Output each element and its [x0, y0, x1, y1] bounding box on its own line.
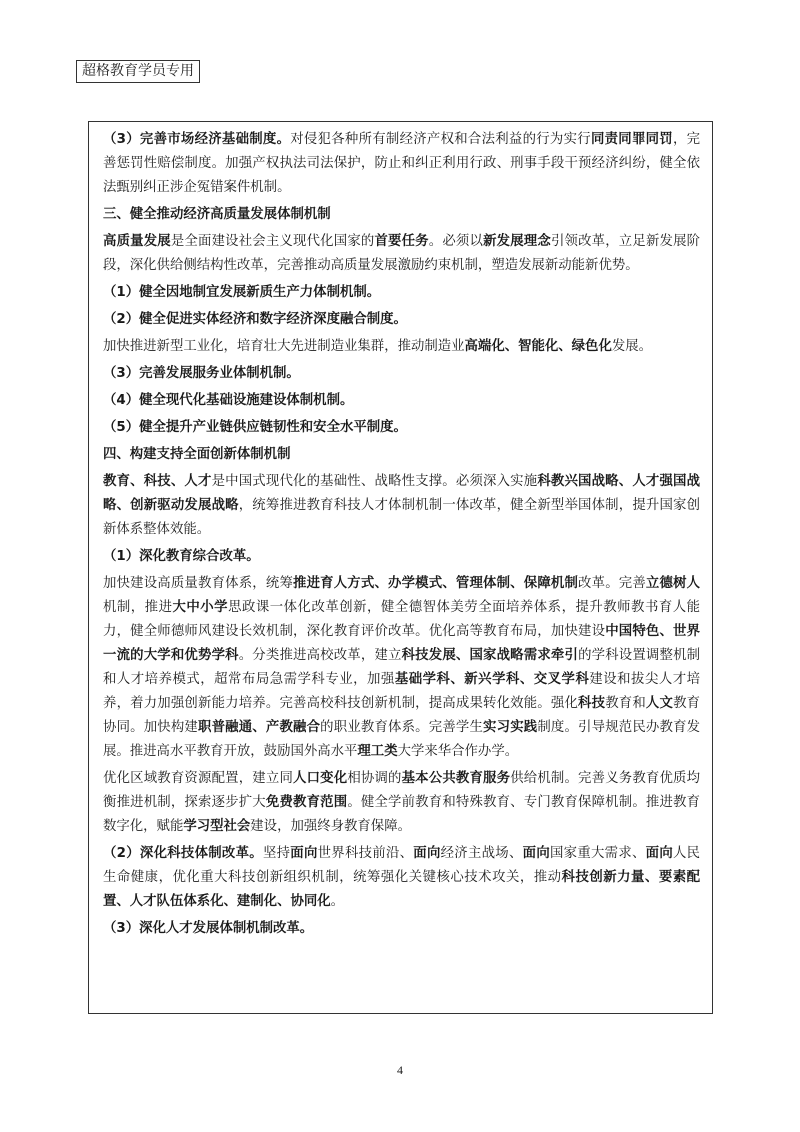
bold-text: 首要任务 — [374, 234, 429, 249]
text-run: 人民生命健康，优化重大科技创新组织机制，统筹强化关键核心技术攻关，推动 — [103, 846, 701, 885]
text-run: 加快推进新型工业化，培育壮大先进制造业集群，推动制造业 — [103, 339, 465, 354]
text-run: 。 — [330, 894, 345, 909]
text-run: 大学来华合作办学。 — [397, 744, 519, 759]
bold-text: 教育、科技、人才 — [103, 474, 212, 489]
paragraph — [103, 281, 700, 305]
bold-text: 职普融通、产教融合 — [198, 720, 321, 735]
page-number: 4 — [397, 1063, 403, 1077]
text-run: 供给机制。完善义务教育优质均衡推进机制，探索逐步扩大 — [103, 771, 701, 810]
text-run: 加快建设高质量教育体系，统筹 — [103, 576, 294, 591]
bold-text: 科教兴国战略、人才强国战略、创新驱动发展战略 — [103, 474, 700, 513]
bold-text: 推进育人方式、办学模式、管理体制、保障机制 — [293, 576, 579, 591]
text-run: 是中国式现代化的基础性、战略性支撑。必须深入实施 — [211, 474, 538, 489]
bold-text: 高端化、智能化、绿色化 — [464, 339, 612, 354]
bold-text: （3）完善市场经济基础制度。 — [103, 132, 291, 147]
text-run: 发展。 — [611, 339, 653, 354]
text-run: 坚持 — [262, 846, 291, 861]
bold-text: 基础学科、新兴学科、交叉学科 — [394, 672, 590, 687]
bold-text: （5）健全提升产业链供应链韧性和安全水平制度。 — [103, 420, 407, 435]
paragraph — [103, 842, 700, 914]
paragraph — [103, 203, 700, 227]
paragraph — [103, 545, 700, 569]
text-run: 经济主战场、 — [440, 846, 523, 861]
bold-text: 科技创新力量、要素配置、人才队伍体系化、建制化、协同化 — [103, 870, 701, 909]
text-run: 。健全学前教育和特殊教育、专门教育保障机制。推进教育数字化，赋能 — [103, 795, 701, 834]
bold-text: 大中小学 — [172, 600, 229, 615]
text-run: 机制，推进 — [103, 600, 173, 615]
bold-text: 新发展理念 — [483, 234, 551, 249]
paragraph — [103, 128, 700, 200]
paragraph — [103, 767, 700, 839]
bold-text: 面向 — [290, 846, 318, 861]
text-run: 教育协同。加快构建 — [103, 696, 701, 735]
text-run: 是全面建设社会主义现代化国家的 — [170, 234, 375, 249]
text-run: 世界科技前沿、 — [317, 846, 414, 861]
bold-text: 四、构建支持全面创新体制机制 — [103, 447, 291, 462]
paragraph — [103, 416, 700, 440]
text-run: 引领改革，立足新发展阶段，深化供给侧结构性改革，完善推动高质量发展激励约束机制，塑造发展新动能新优势。 — [103, 234, 701, 273]
text-run: ，完善惩罚性赔偿制度。加强产权执法司法保护，防止和纠正利用行政、刑事手段干预经济纠纷，健全依法甄别纠正涉企冤错案件机制。 — [103, 132, 701, 195]
paragraph — [103, 335, 700, 359]
text-run: ，统筹推进教育科技人才体制机制一体改革，健全新型举国体制，提升国家创新体系整体效能。 — [103, 498, 701, 537]
bold-text: （2）深化科技体制改革。 — [103, 846, 263, 861]
bold-text: 面向 — [413, 846, 441, 861]
paragraph — [103, 230, 700, 278]
bold-text: 三、健全推动经济高质量发展体制机制 — [103, 207, 331, 222]
bold-text: 基本公共教育服务 — [401, 771, 511, 786]
paragraph — [103, 917, 700, 941]
paragraph — [103, 308, 700, 332]
bold-text: 同责同罪同罚 — [590, 132, 673, 147]
text-run: 的职业教育体系。完善学生 — [320, 720, 484, 735]
text-run: 。分类推进高校改革，建立 — [238, 648, 402, 663]
paragraph — [103, 389, 700, 413]
bold-text: （4）健全现代化基础设施建设体制机制。 — [103, 393, 354, 408]
text-run: 相协调的 — [347, 771, 402, 786]
paragraph — [103, 443, 700, 467]
paragraph — [103, 362, 700, 386]
bold-text: （1）深化教育综合改革。 — [103, 549, 260, 564]
bold-text: 人文 — [645, 696, 674, 711]
bold-text: （2）健全促进实体经济和数字经济深度融合制度。 — [103, 312, 407, 327]
text-run: 对侵犯各种所有制经济产权和合法利益的行为实行 — [290, 132, 591, 147]
text-run: 制度。引导规范民办教育发展。推进高水平教育开放，鼓励国外高水平 — [103, 720, 701, 759]
bold-text: 实习实践 — [483, 720, 538, 735]
text-run: 建设和拔尖人才培养，着力加强创新能力培养。完善高校科技创新机制，提高成果转化效能。强化 — [103, 672, 701, 711]
bold-text: 免费教育范围 — [265, 795, 348, 810]
bold-text: 学习型社会 — [183, 819, 251, 834]
text-run: 改革。完善 — [578, 576, 646, 591]
content-box — [88, 121, 713, 1014]
text-run: 优化区域教育资源配置，建立同 — [103, 771, 294, 786]
bold-text: （1）健全因地制宜发展新质生产力体制机制。 — [103, 285, 381, 300]
text-run: 思政课一体化改革创新，健全德智体美劳全面培养体系，提升教师教书育人能力，健全师德师风建设长效机制，深化教育评价改革。优化高等教育布局，加快建设 — [103, 600, 701, 639]
text-run: 。必须以 — [428, 234, 484, 249]
paragraph — [103, 572, 700, 764]
text-run: 国家重大需求、 — [550, 846, 646, 861]
header-label: 超格教育学员专用 — [76, 60, 200, 83]
paragraph — [103, 470, 700, 542]
bold-text: 高质量发展 — [103, 234, 171, 249]
bold-text: 人口变化 — [293, 771, 348, 786]
text-run: 建设，加强终身教育保障。 — [250, 819, 411, 834]
bold-text: 理工类 — [357, 744, 398, 759]
bold-text: 立德树人 — [645, 576, 701, 591]
text-run: 的学科设置调整机制和人才培养模式，超常布局急需学科专业，加强 — [103, 648, 701, 687]
bold-text: （3）完善发展服务业体制机制。 — [103, 366, 300, 381]
bold-text: 科技 — [578, 696, 606, 711]
bold-text: （3）深化人才发展体制机制改革。 — [103, 921, 314, 936]
bold-text: 面向 — [522, 846, 550, 861]
bold-text: 面向 — [645, 846, 674, 861]
bold-text: 科技发展、国家战略需求牵引 — [401, 648, 579, 663]
text-run: 教育和 — [605, 696, 646, 711]
bold-text: 中国特色、世界一流的大学和优势学科 — [103, 624, 701, 663]
